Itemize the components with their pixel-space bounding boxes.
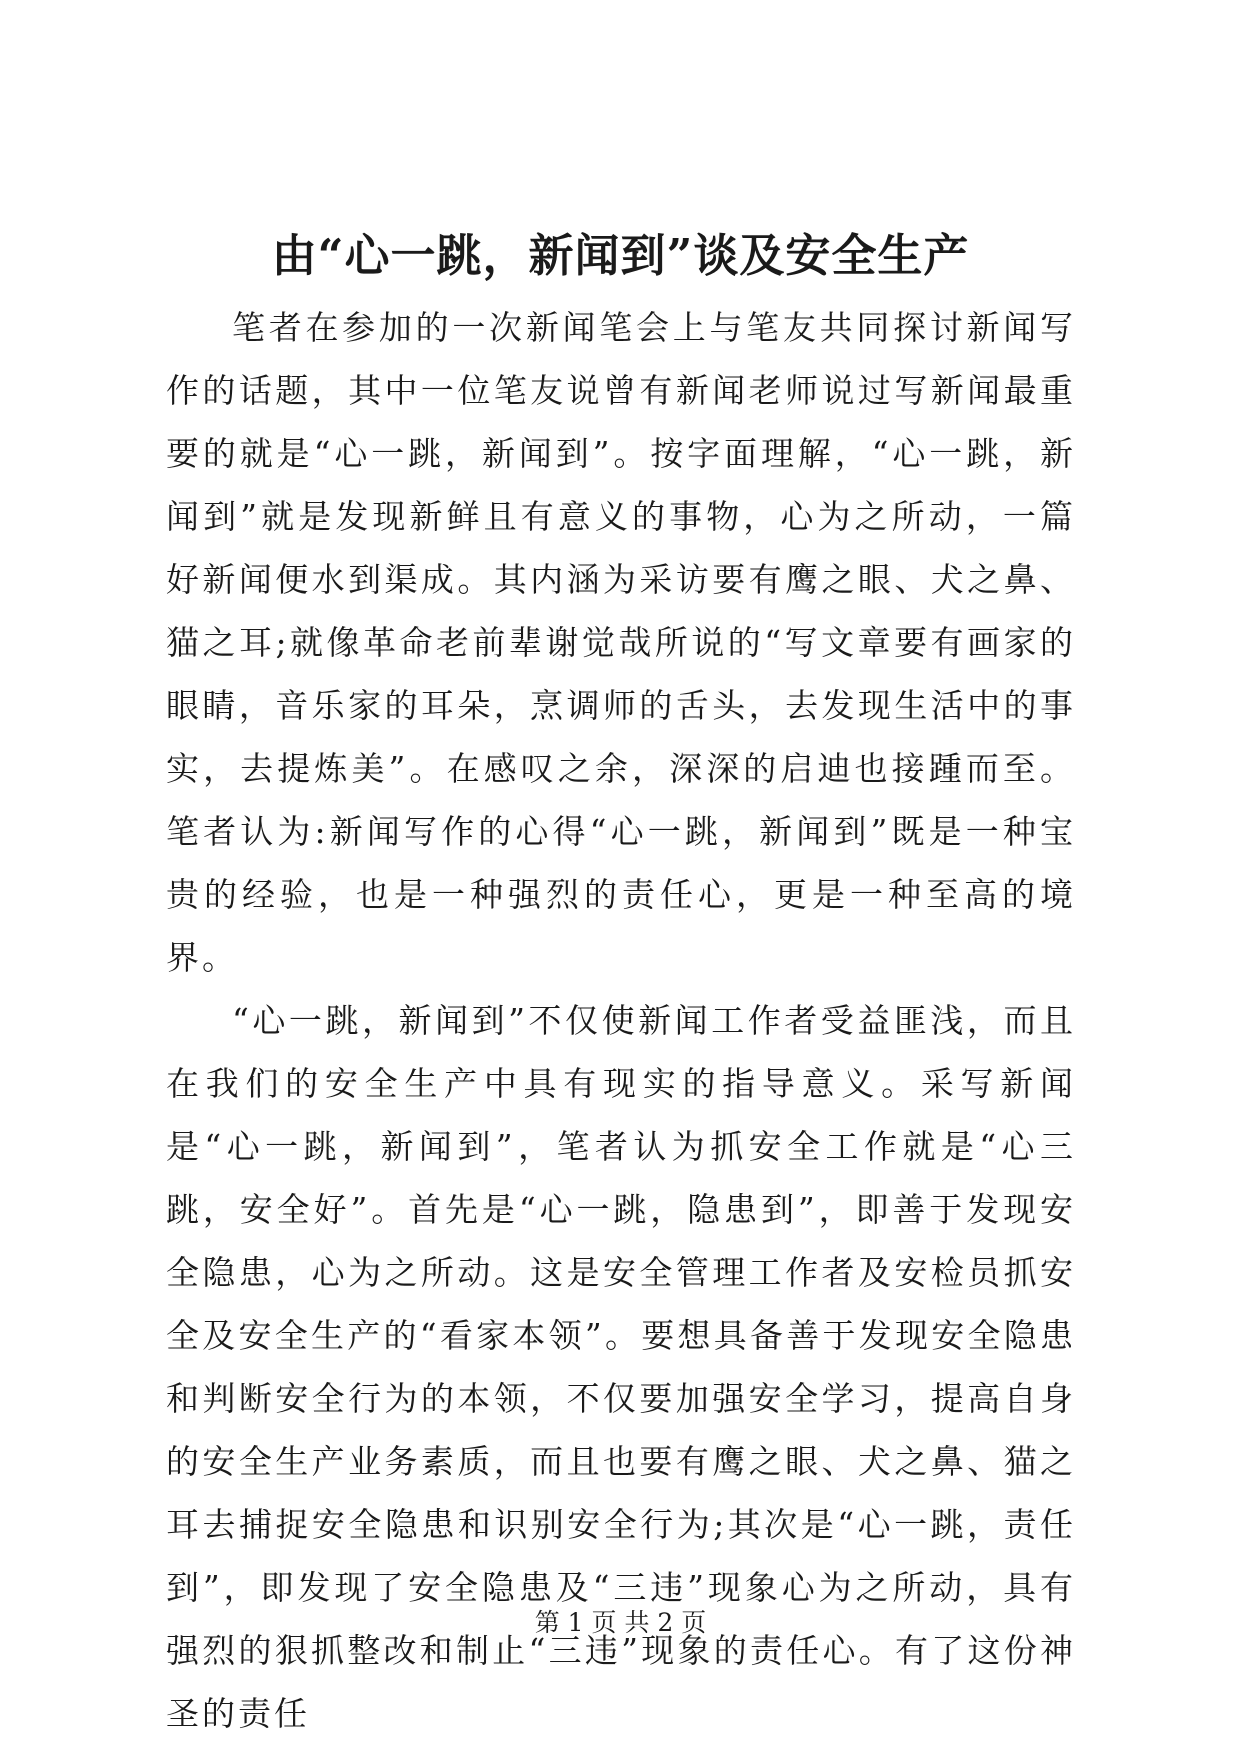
paragraph-2: “心一跳，新闻到”不仅使新闻工作者受益匪浅，而且在我们的安全生产中具有现实的指导意义。采写新闻是“心一跳，新闻到”，笔者认为抓安全工作就是“心三跳，安全好”。首先是“心一跳，隐患到”，即善于发现安全隐患，心为之所动。这是安全管理工作者及安检员抓安全及安全生产的“看家本领”。要想具备善于发现安全隐患和判断安全行为的本领，不仅要加强安全学习，提高自身的安全生产业务素质，而且也要有鹰之眼、犬之鼻、猫之耳去捕捉安全隐患和识别安全行为;其次是“心一跳，责任到”，即发现了安全隐患及“三违”现象心为之所动，具有强烈的狠抓整改和制止“三违”现象的责任心。有了这份神圣的责任: [166, 1001, 1076, 1733]
document-title: 由“心一跳，新闻到”谈及安全生产: [271, 229, 970, 282]
document-body: [166, 296, 1076, 1745]
page-number-footer: 第 1 页 共 2 页: [534, 1608, 707, 1637]
paragraph-1: 笔者在参加的一次新闻笔会上与笔友共同探讨新闻写作的话题，其中一位笔友说曾有新闻老师说过写新闻最重要的就是“心一跳，新闻到”。按字面理解，“心一跳，新闻到”就是发现新鲜且有意义的事物，心为之所动，一篇好新闻便水到渠成。其内涵为采访要有鹰之眼、犬之鼻、猫之耳;就像革命老前辈谢觉哉所说的“写文章要有画家的眼睛，音乐家的耳朵，烹调师的舌头，去发现生活中的事实，去提炼美”。在感叹之余，深深的启迪也接踵而至。笔者认为:新闻写作的心得“心一跳，新闻到”既是一种宝贵的经验，也是一种强烈的责任心，更是一种至高的境界。: [166, 308, 1076, 977]
